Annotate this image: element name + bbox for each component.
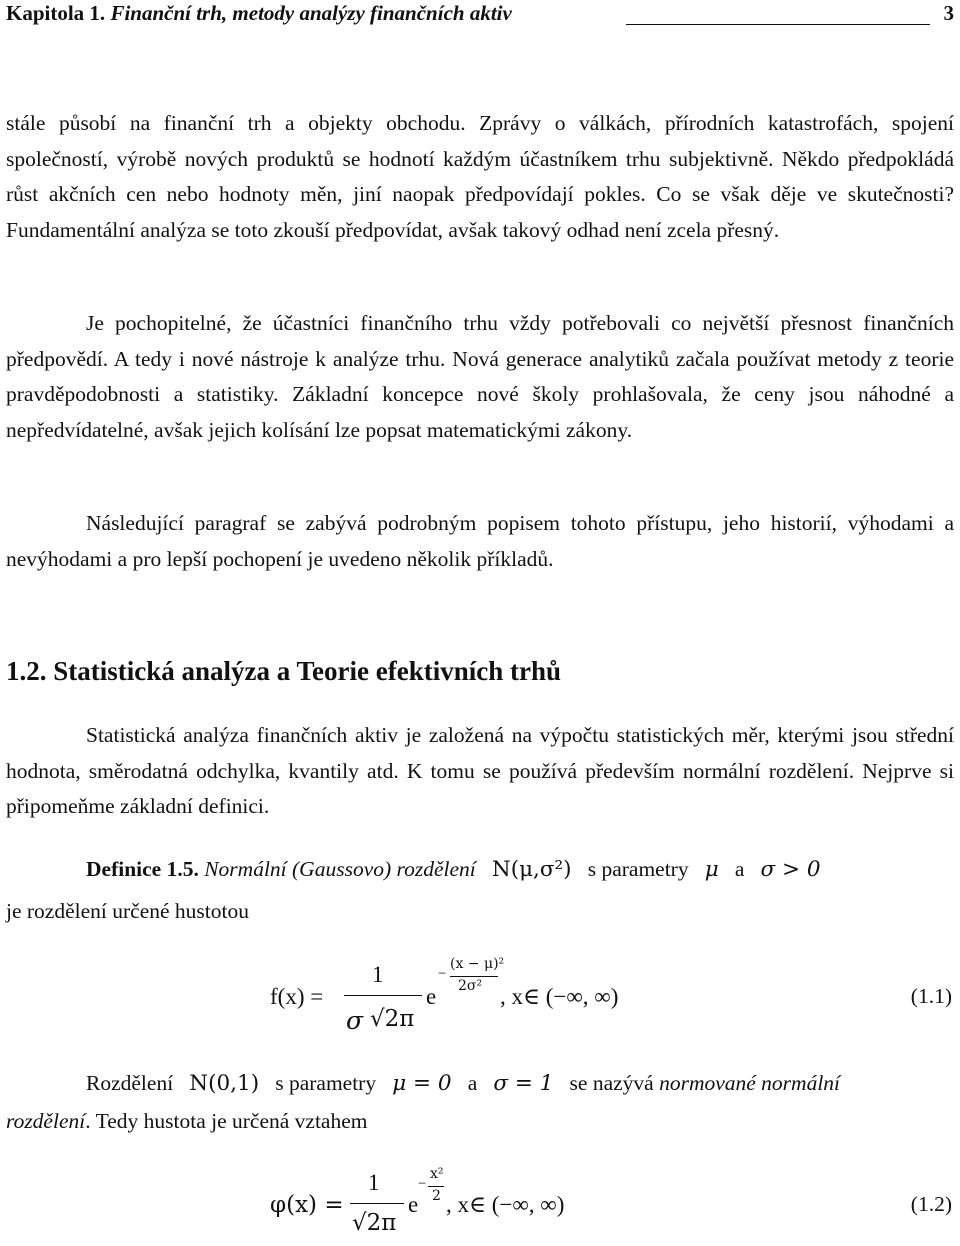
definition-and: a (734, 857, 745, 881)
eq1-exp-minus: − (438, 966, 447, 982)
standard-text-1: Rozdělení (86, 1071, 174, 1095)
standard-name-1: normované normální (659, 1071, 841, 1095)
standard-text-4: se nazývá (569, 1071, 654, 1095)
eq1-lhs: f(x) = (270, 984, 324, 1009)
eq2-exp-denominator: 2 (432, 1188, 441, 1204)
eq2-exp-numerator: x² (430, 1166, 444, 1182)
eq1-e: e (426, 984, 437, 1009)
definition-params-text: s parametry (587, 857, 689, 881)
standard-name-2: rozdělení (6, 1109, 86, 1133)
paragraph-4: Statistická analýza finančních aktiv je založená na výpočtu statistických měr, kterými jsou střední hodnota, směrodatná odchylka, kvantily atd. K tomu se používá především normální rozdělení. Nejprve si připomeňme základní definici. (6, 723, 954, 818)
eq1-domain: , x∈ (−∞, ∞) (500, 984, 619, 1009)
standard-text-2: s parametry (275, 1071, 377, 1095)
standard-text-3: a (467, 1071, 478, 1095)
paragraph-2: Je pochopitelné, že účastníci finančního trhu vždy potřebovali co největší přesnost finančních předpovědí. A tedy i nové nástroje k analýze trhu. Nová generace analytiků začala používat metody z teorie pravděpodobnosti a statistiky. Základní koncepce nové školy prohlašovala, že ceny jsou náhodné a nepředvídatelné, avšak jejich kolísání lze popsat matematickými zákony. (6, 311, 954, 442)
definition-label: Definice 1.5. (86, 857, 199, 881)
page-number: 3 (943, 1, 954, 25)
standard-continuation (6, 1104, 954, 1140)
standard-normal-line (86, 1066, 954, 1102)
eq2-lhs: φ(x) = (270, 1192, 344, 1218)
standard-mu0: μ = 0 (392, 1071, 452, 1096)
eq1-denominator-root: √2π (370, 1006, 415, 1032)
eq1-fraction-bar (344, 995, 422, 996)
running-header (6, 0, 954, 28)
eq2-fraction-bar (350, 1203, 404, 1204)
definition-sigma-condition: σ > 0 (760, 857, 821, 882)
eq2-domain: , x∈ (−∞, ∞) (446, 1192, 565, 1217)
eq2-exp-bar (428, 1186, 444, 1187)
definition-continuation: je rozdělení určené hustotou (6, 899, 249, 923)
definition-notation: N(μ,σ²) (491, 857, 572, 882)
eq1-exp-bar (450, 976, 498, 977)
eq1-numerator: 1 (372, 962, 384, 987)
paragraph-3: Následující paragraf se zabývá podrobným popisem tohoto přístupu, jeho historií, výhodami a nevýhodami a pro lepší pochopení je uvedeno několik příkladů. (6, 511, 954, 571)
eq2-numerator: 1 (368, 1170, 380, 1195)
section-title: 1.2. Statistická analýza a Teorie efektivních trhů (6, 656, 561, 686)
definition-mu: μ (704, 857, 719, 882)
chapter-label: Kapitola 1. (6, 1, 106, 25)
equation-number-1-1: (1.1) (910, 984, 952, 1008)
chapter-title: Finanční trh, metody analýzy finančních aktiv (110, 1, 512, 25)
equation-number-1-2: (1.2) (910, 1192, 952, 1216)
standard-notation: N(0,1) (189, 1071, 260, 1096)
standard-sigma1: σ = 1 (493, 1071, 554, 1096)
eq2-denominator: √2π (352, 1210, 397, 1236)
definition-line (86, 852, 954, 888)
definition-name: Normální (Gaussovo) rozdělení (204, 857, 476, 881)
eq1-denominator-sigma: σ (346, 1006, 364, 1035)
eq1-exp-numerator: (x − μ)² (450, 956, 505, 972)
eq1-exp-denominator: 2σ² (458, 978, 483, 994)
header-rule (626, 24, 930, 25)
eq2-exp-minus: − (418, 1176, 427, 1192)
eq2-e: e (408, 1192, 419, 1217)
paragraph-1: stále působí na finanční trh a objekty obchodu. Zprávy o válkách, přírodních katastrofách, spojení společností, výrobě nových produktů se hodnotí každým účastníkem trhu subjektivně. Někdo předpokládá růst akčních cen nebo hodnoty měn, jiní naopak předpovídají pokles. Co se však děje ve skutečnosti? Fundamentální analýza se toto zkouší předpovídat, avšak takový odhad není zcela přesný. (6, 111, 954, 242)
standard-text-5: . Tedy hustota je určená vztahem (85, 1109, 368, 1133)
